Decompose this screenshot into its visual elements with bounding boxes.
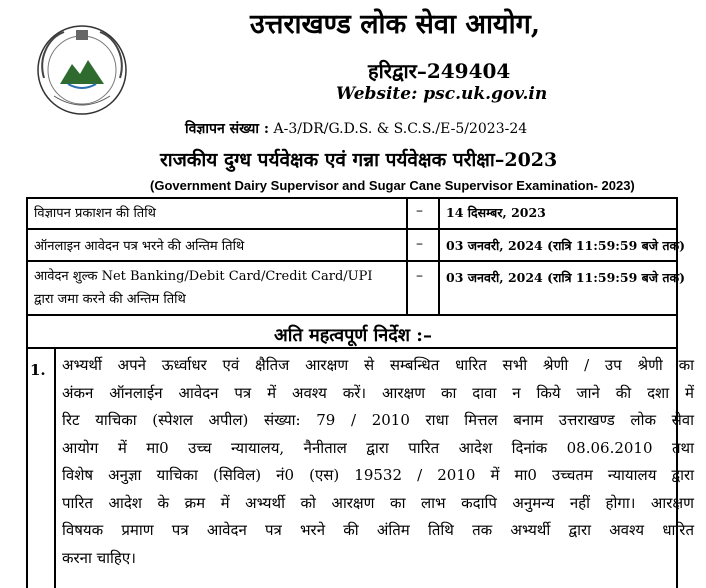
- row-separator: –: [416, 203, 423, 219]
- org-website[interactable]: Website: psc.uk.gov.in: [336, 84, 548, 104]
- table-border: [26, 260, 678, 262]
- advertisement-label: विज्ञापन संख्या :: [185, 121, 270, 137]
- table-border: [26, 228, 678, 230]
- paragraph-line: पारित आदेश के क्रम में अभ्यर्थी को आरक्षण का लाभ कदापि अनुमन्य नहीं होगा। आरक्षण: [62, 493, 694, 512]
- row-label-continued: द्वारा जमा करने की अन्तिम तिथि: [34, 292, 186, 307]
- org-address: हरिद्वार–249404: [368, 59, 511, 83]
- advertisement-number: A-3/DR/G.D.S. & S.C.S./E-5/2023-24: [273, 121, 528, 137]
- table-border: [438, 197, 440, 316]
- paragraph-line: रिट याचिका (स्पेशल अपील) संख्या: 79 / 2010 राधा मित्तल बनाम उत्तराखण्ड लोक सेवा: [62, 411, 694, 429]
- exam-title-hindi: राजकीय दुग्ध पर्यवेक्षक एवं गन्ना पर्यवेक्षक परीक्षा–2023: [160, 149, 558, 171]
- box-border: [54, 347, 56, 588]
- row-separator: –: [416, 236, 423, 252]
- table-border: [26, 197, 678, 199]
- box-border: [26, 314, 28, 588]
- instructions-heading: अति महत्वपूर्ण निर्देश :–: [274, 325, 432, 346]
- row-label: आवेदन शुल्क Net Banking/Debit Card/Credit Card/UPI: [34, 269, 373, 284]
- instruction-paragraph: [62, 352, 694, 572]
- paragraph-line: विशेष अनुज्ञा याचिका (सिविल) नं0 (एस) 19532 / 2010 में मा0 उच्चतम न्यायालय द्वारा: [62, 466, 694, 484]
- paragraph-line: अंकन ऑनलाईन आवेदन पत्र में अवश्य करें। आरक्षण का दावा न किये जाने की दशा में: [62, 383, 694, 402]
- row-label: ऑनलाइन आवेदन पत्र भरने की अन्तिम तिथि: [34, 239, 245, 254]
- row-label: विज्ञापन प्रकाशन की तिथि: [34, 206, 156, 221]
- paragraph-line: आयोग में मा0 उच्च न्यायालय, नैनीताल द्वारा पारित आदेश दिनांक 08.06.2010 तथा: [62, 438, 694, 457]
- row-value: 14 दिसम्बर, 2023: [446, 205, 546, 220]
- row-value: 03 जनवरी, 2024 (रात्रि 11:59:59 बजे तक): [446, 270, 686, 285]
- org-name: उत्तराखण्ड लोक सेवा आयोग,: [250, 9, 541, 40]
- box-border: [26, 347, 678, 349]
- table-border: [676, 197, 678, 316]
- commission-logo: [30, 18, 134, 122]
- row-value: 03 जनवरी, 2024 (रात्रि 11:59:59 बजे तक): [446, 238, 686, 253]
- paragraph-line: अभ्यर्थी अपने ऊर्ध्वाधर एवं क्षैतिज आरक्षण से सम्बन्धित धारित सभी श्रेणी / उप श्रेणी का: [62, 356, 694, 374]
- table-border: [26, 314, 678, 316]
- exam-title-english: (Government Dairy Supervisor and Sugar Cane Supervisor Examination- 2023): [150, 178, 635, 193]
- advertisement-number-line: [185, 119, 527, 138]
- paragraph-line: करना चाहिए।: [62, 548, 136, 567]
- table-border: [26, 197, 28, 316]
- table-border: [406, 197, 408, 316]
- row-separator: –: [416, 268, 423, 284]
- paragraph-line: विषयक प्रमाण पत्र आवेदन पत्र भरने की अंतिम तिथि तक अभ्यर्थी द्वारा अवश्य धारित: [62, 521, 694, 539]
- item-number: 1.: [30, 361, 46, 379]
